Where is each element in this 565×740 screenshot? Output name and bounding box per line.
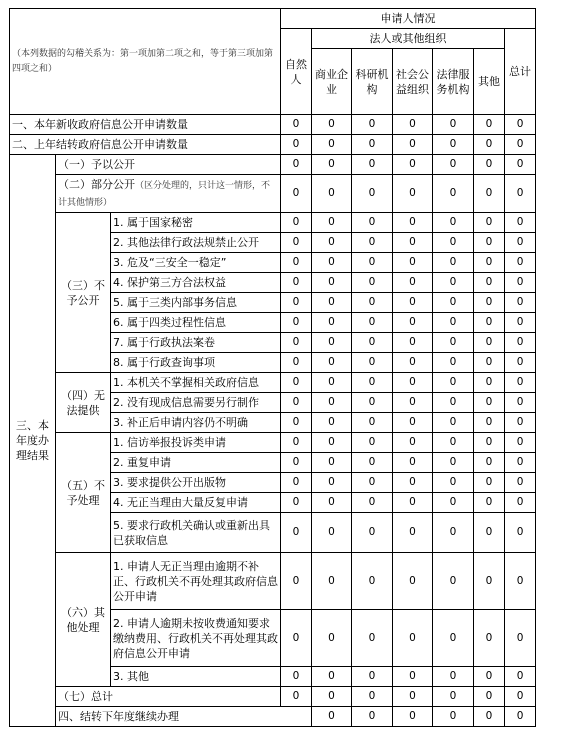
value-cell: 0 (352, 233, 393, 253)
g5-label: （五）不予处理 (56, 433, 111, 553)
row-results-label: 三、本年度办理结果 (10, 155, 56, 727)
value-cell: 0 (505, 313, 536, 333)
value-cell: 0 (393, 473, 433, 493)
value-cell: 0 (505, 135, 536, 155)
value-cell: 0 (352, 373, 393, 393)
value-cell: 0 (474, 253, 505, 273)
value-cell: 0 (312, 333, 352, 353)
legal-service-header: 法律服务机构 (433, 49, 474, 115)
value-cell: 0 (505, 707, 536, 727)
value-cell: 0 (505, 513, 536, 553)
value-cell: 0 (433, 333, 474, 353)
value-cell: 0 (281, 493, 312, 513)
value-cell: 0 (352, 393, 393, 413)
public-welfare-header: 社会公益组织 (393, 49, 433, 115)
value-cell: 0 (474, 135, 505, 155)
value-cell: 0 (281, 667, 312, 687)
value-cell: 0 (433, 707, 474, 727)
value-cell: 0 (281, 413, 312, 433)
value-cell: 0 (312, 707, 352, 727)
value-cell: 0 (433, 175, 474, 213)
value-cell: 0 (281, 135, 312, 155)
value-cell: 0 (474, 513, 505, 553)
legal-group-header: 法人或其他组织 (312, 29, 505, 49)
value-cell: 0 (352, 513, 393, 553)
value-cell: 0 (393, 413, 433, 433)
value-cell: 0 (352, 115, 393, 135)
value-cell: 0 (505, 213, 536, 233)
value-cell: 0 (352, 413, 393, 433)
value-cell: 0 (393, 453, 433, 473)
g5-item: 3. 要求提供公开出版物 (111, 473, 281, 493)
value-cell: 0 (281, 273, 312, 293)
value-cell: 0 (433, 293, 474, 313)
g4-item: 2. 没有现成信息需要另行制作 (111, 393, 281, 413)
value-cell: 0 (474, 433, 505, 453)
g4-label: （四）无法提供 (56, 373, 111, 433)
value-cell: 0 (281, 313, 312, 333)
value-cell: 0 (281, 115, 312, 135)
value-cell: 0 (433, 667, 474, 687)
value-cell: 0 (393, 115, 433, 135)
value-cell: 0 (312, 273, 352, 293)
value-cell: 0 (505, 667, 536, 687)
value-cell: 0 (433, 233, 474, 253)
research-header: 科研机构 (352, 49, 393, 115)
value-cell: 0 (352, 333, 393, 353)
value-cell: 0 (393, 433, 433, 453)
value-cell: 0 (393, 233, 433, 253)
value-cell: 0 (505, 233, 536, 253)
value-cell: 0 (393, 513, 433, 553)
value-cell: 0 (505, 610, 536, 667)
g5-item: 4. 无正当理由大量反复申请 (111, 493, 281, 513)
value-cell: 0 (433, 393, 474, 413)
value-cell: 0 (433, 413, 474, 433)
value-cell: 0 (352, 135, 393, 155)
value-cell: 0 (393, 155, 433, 175)
value-cell: 0 (312, 135, 352, 155)
value-cell: 0 (312, 115, 352, 135)
other-header: 其他 (474, 49, 505, 115)
value-cell: 0 (474, 610, 505, 667)
value-cell: 0 (433, 453, 474, 473)
value-cell: 0 (433, 473, 474, 493)
value-cell: 0 (281, 393, 312, 413)
value-cell: 0 (281, 175, 312, 213)
g5-item: 2. 重复申请 (111, 453, 281, 473)
value-cell: 0 (312, 453, 352, 473)
value-cell: 0 (505, 273, 536, 293)
g5-item: 1. 信访举报投诉类申请 (111, 433, 281, 453)
value-cell: 0 (474, 413, 505, 433)
value-cell: 0 (505, 553, 536, 610)
value-cell: 0 (474, 293, 505, 313)
value-cell: 0 (474, 493, 505, 513)
value-cell: 0 (312, 610, 352, 667)
value-cell: 0 (433, 687, 474, 707)
value-cell: 0 (281, 293, 312, 313)
value-cell: 0 (474, 667, 505, 687)
gov-info-disclosure-table (9, 8, 536, 727)
value-cell: 0 (505, 293, 536, 313)
value-cell: 0 (352, 273, 393, 293)
value-cell: 0 (433, 610, 474, 667)
value-cell: 0 (474, 313, 505, 333)
value-cell: 0 (281, 353, 312, 373)
value-cell: 0 (393, 353, 433, 373)
value-cell: 0 (505, 493, 536, 513)
value-cell: 0 (474, 373, 505, 393)
value-cell: 0 (393, 135, 433, 155)
total-header: 总计 (505, 29, 536, 115)
value-cell: 0 (352, 453, 393, 473)
value-cell: 0 (352, 175, 393, 213)
value-cell: 0 (474, 213, 505, 233)
value-cell: 0 (505, 115, 536, 135)
value-cell: 0 (393, 293, 433, 313)
value-cell: 0 (281, 213, 312, 233)
value-cell: 0 (433, 253, 474, 273)
value-cell: 0 (505, 687, 536, 707)
value-cell: 0 (312, 175, 352, 213)
g5-item: 5. 要求行政机关确认或重新出具已获取信息 (111, 513, 281, 553)
value-cell: 0 (281, 687, 312, 707)
value-cell: 0 (312, 473, 352, 493)
g7-label: （七）总计 (56, 687, 281, 707)
value-cell: 0 (312, 155, 352, 175)
value-cell: 0 (393, 175, 433, 213)
value-cell: 0 (281, 433, 312, 453)
value-cell: 0 (352, 687, 393, 707)
value-cell: 0 (393, 610, 433, 667)
g3-item: 2. 其他法律行政法规禁止公开 (111, 233, 281, 253)
value-cell: 0 (505, 393, 536, 413)
value-cell: 0 (393, 253, 433, 273)
value-cell: 0 (474, 453, 505, 473)
value-cell: 0 (281, 553, 312, 610)
value-cell: 0 (505, 473, 536, 493)
value-cell: 0 (433, 513, 474, 553)
value-cell: 0 (433, 213, 474, 233)
value-cell: 0 (352, 493, 393, 513)
value-cell: 0 (433, 433, 474, 453)
value-cell: 0 (393, 687, 433, 707)
value-cell: 0 (393, 333, 433, 353)
value-cell: 0 (433, 493, 474, 513)
g2-note: （区分处理的，只计这一情形，不计其他情形） (58, 180, 271, 208)
value-cell: 0 (433, 155, 474, 175)
value-cell: 0 (352, 667, 393, 687)
value-cell: 0 (312, 353, 352, 373)
value-cell: 0 (352, 155, 393, 175)
g3-item: 6. 属于四类过程性信息 (111, 313, 281, 333)
value-cell: 0 (312, 513, 352, 553)
value-cell: 0 (505, 413, 536, 433)
g4-item: 1. 本机关不掌握相关政府信息 (111, 373, 281, 393)
value-cell: 0 (312, 687, 352, 707)
g2-label (56, 175, 281, 213)
value-cell: 0 (505, 373, 536, 393)
value-cell: 0 (474, 333, 505, 353)
value-cell: 0 (393, 313, 433, 333)
value-cell: 0 (474, 393, 505, 413)
g3-item: 5. 属于三类内部事务信息 (111, 293, 281, 313)
g6-item: 2. 申请人逾期未按收费通知要求缴纳费用、行政机关不再处理其政府信息公开申请 (111, 610, 281, 667)
g1-label: （一）予以公开 (56, 155, 281, 175)
value-cell: 0 (393, 553, 433, 610)
value-cell: 0 (474, 353, 505, 373)
value-cell: 0 (474, 175, 505, 213)
value-cell: 0 (352, 707, 393, 727)
g6-item: 1. 申请人无正当理由逾期不补正、行政机关不再处理其政府信息公开申请 (111, 553, 281, 610)
value-cell: 0 (433, 553, 474, 610)
value-cell: 0 (281, 373, 312, 393)
g3-item: 4. 保护第三方合法权益 (111, 273, 281, 293)
value-cell: 0 (352, 553, 393, 610)
value-cell: 0 (433, 353, 474, 373)
value-cell: 0 (281, 333, 312, 353)
value-cell: 0 (505, 433, 536, 453)
value-cell: 0 (312, 313, 352, 333)
value-cell: 0 (312, 213, 352, 233)
value-cell: 0 (352, 293, 393, 313)
value-cell: 0 (312, 253, 352, 273)
value-cell: 0 (312, 493, 352, 513)
row-carryover-requests-label: 二、上年结转政府信息公开申请数量 (10, 135, 281, 155)
value-cell: 0 (393, 707, 433, 727)
value-cell: 0 (505, 175, 536, 213)
value-cell: 0 (312, 373, 352, 393)
value-cell: 0 (352, 313, 393, 333)
value-cell: 0 (312, 393, 352, 413)
value-cell: 0 (433, 313, 474, 333)
value-cell: 0 (312, 293, 352, 313)
value-cell: 0 (281, 453, 312, 473)
applicant-situation-header: 申请人情况 (281, 9, 536, 29)
value-cell: 0 (433, 115, 474, 135)
natural-person-header: 自然人 (281, 29, 312, 115)
value-cell: 0 (474, 115, 505, 135)
value-cell: 0 (433, 273, 474, 293)
value-cell: 0 (474, 473, 505, 493)
value-cell: 0 (312, 433, 352, 453)
value-cell: 0 (281, 473, 312, 493)
value-cell: 0 (352, 610, 393, 667)
value-cell: 0 (393, 393, 433, 413)
value-cell: 0 (281, 155, 312, 175)
value-cell: 0 (352, 253, 393, 273)
value-cell: 0 (505, 155, 536, 175)
value-cell: 0 (352, 213, 393, 233)
value-cell: 0 (474, 687, 505, 707)
value-cell: 0 (505, 253, 536, 273)
value-cell: 0 (393, 667, 433, 687)
value-cell: 0 (393, 493, 433, 513)
value-cell: 0 (474, 553, 505, 610)
g2-title: （二）部分公开 (58, 177, 135, 191)
value-cell: 0 (505, 353, 536, 373)
g3-label: （三）不予公开 (56, 213, 111, 373)
row-new-requests-label: 一、本年新收政府信息公开申请数量 (10, 115, 281, 135)
value-cell: 0 (474, 233, 505, 253)
value-cell: 0 (393, 273, 433, 293)
value-cell: 0 (352, 353, 393, 373)
value-cell: 0 (474, 273, 505, 293)
relationship-note: （本列数据的勾稽关系为：第一项加第二项之和，等于第三项加第四项之和） (10, 9, 281, 115)
value-cell: 0 (281, 233, 312, 253)
value-cell: 0 (393, 213, 433, 233)
value-cell: 0 (281, 253, 312, 273)
g6-item: 3. 其他 (111, 667, 281, 687)
value-cell: 0 (312, 667, 352, 687)
value-cell: 0 (281, 610, 312, 667)
g6-label: （六）其他处理 (56, 553, 111, 687)
value-cell: 0 (393, 373, 433, 393)
g3-item: 8. 属于行政查询事项 (111, 353, 281, 373)
row-carry-forward-label: 四、结转下年度继续办理 (56, 707, 312, 727)
g3-item: 3. 危及“三安全一稳定” (111, 253, 281, 273)
value-cell: 0 (312, 233, 352, 253)
value-cell: 0 (505, 453, 536, 473)
value-cell: 0 (433, 135, 474, 155)
value-cell: 0 (352, 433, 393, 453)
g4-item: 3. 补正后申请内容仍不明确 (111, 413, 281, 433)
value-cell: 0 (505, 333, 536, 353)
value-cell: 0 (281, 513, 312, 553)
value-cell: 0 (352, 473, 393, 493)
value-cell: 0 (474, 155, 505, 175)
g3-item: 1. 属于国家秘密 (111, 213, 281, 233)
value-cell: 0 (312, 553, 352, 610)
value-cell: 0 (433, 373, 474, 393)
value-cell: 0 (312, 413, 352, 433)
value-cell: 0 (474, 707, 505, 727)
commercial-header: 商业企业 (312, 49, 352, 115)
g3-item: 7. 属于行政执法案卷 (111, 333, 281, 353)
